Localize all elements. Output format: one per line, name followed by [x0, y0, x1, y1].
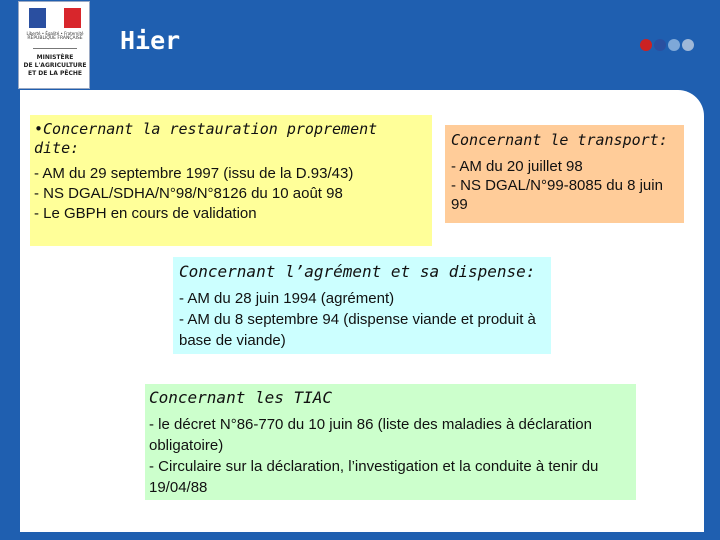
accent-dot-pale-blue	[682, 39, 694, 51]
restauration-line: - Le GBPH en cours de validation	[34, 205, 257, 222]
slide-title: Hier	[120, 26, 181, 55]
tiac-heading: Concernant les TIAC	[149, 388, 333, 407]
tiac-line: - Circulaire sur la déclaration, l’investigation et la conduite à tenir du 19/04/88	[149, 458, 599, 496]
accent-dot-blue	[654, 39, 666, 51]
agrement-heading: Concernant l’agrément et sa dispense:	[179, 262, 536, 281]
transport-box	[445, 125, 684, 223]
agrement-box	[173, 257, 551, 354]
tiac-box	[145, 384, 636, 500]
restauration-box	[30, 115, 432, 246]
logo-divider	[33, 48, 77, 49]
agrement-line: - AM du 8 septembre 94 (dispense viande et produit à base de viande)	[179, 311, 536, 349]
logo-motto: Liberté • Égalité • Fraternité	[26, 31, 84, 36]
logo-ministry	[20, 54, 90, 78]
accent-dot-light-blue	[668, 39, 680, 51]
logo-republic: RÉPUBLIQUE FRANÇAISE	[27, 36, 83, 41]
tiac-line: - le décret N°86-770 du 10 juin 86 (liste des maladies à déclaration obligatoire)	[149, 416, 592, 454]
ministry-logo	[18, 1, 90, 89]
logo-ministry-line: DE L'AGRICULTURE	[23, 62, 87, 69]
restauration-line: - AM du 29 septembre 1997 (issu de la D.93/43)	[34, 165, 354, 182]
restauration-line: - NS DGAL/SDHA/N°98/N°8126 du 10 août 98	[34, 185, 343, 202]
accent-dot-red	[640, 39, 652, 51]
logo-ministry-line: ET DE LA PÊCHE	[27, 70, 83, 77]
restauration-heading: •Concernant la restauration proprement dite:	[34, 120, 378, 157]
logo-ministry-line: MINISTÈRE	[36, 54, 74, 61]
transport-heading: Concernant le transport:	[451, 131, 668, 149]
accent-dots	[640, 39, 694, 51]
transport-line: - AM du 20 juillet 98	[451, 158, 583, 175]
transport-line: - NS DGAL/N°99-8085 du 8 juin 99	[451, 177, 663, 213]
french-flag-icon	[29, 8, 81, 28]
agrement-line: - AM du 28 juin 1994 (agrément)	[179, 290, 395, 307]
